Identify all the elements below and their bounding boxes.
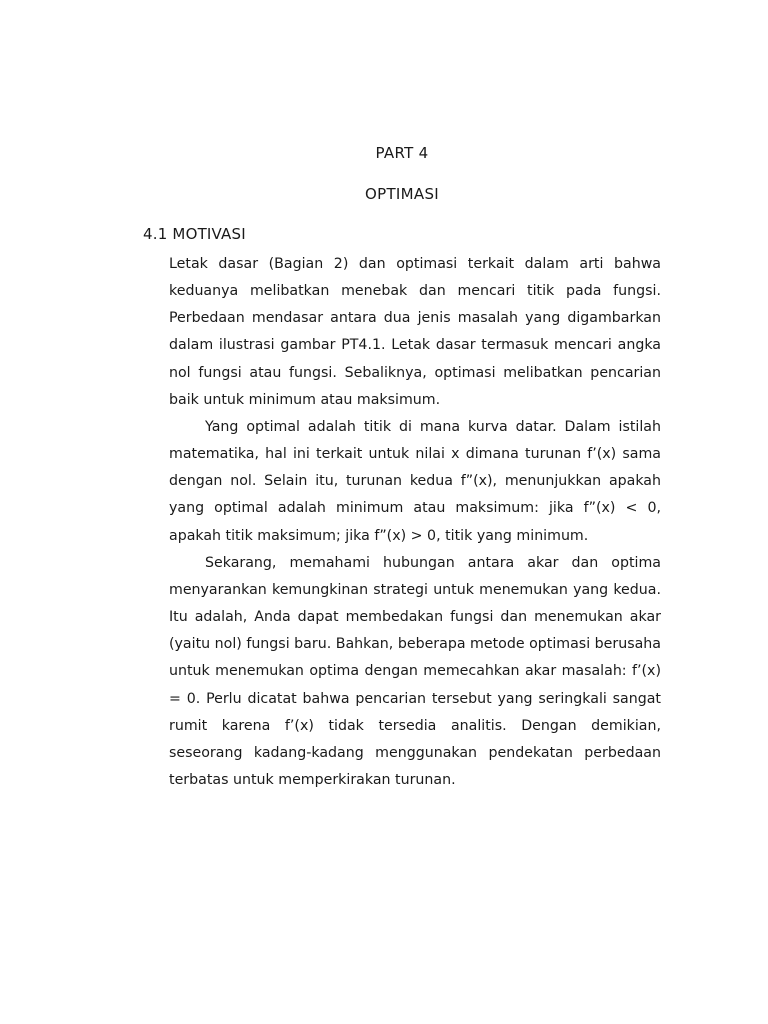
part-title: PART 4 <box>375 144 429 162</box>
section-heading: 4.1 MOTIVASI <box>143 225 246 243</box>
body-text <box>169 251 661 794</box>
paragraph-2: Yang optimal adalah titik di mana kurva datar. Dalam istilah matematika, hal ini terkait untuk nilai x dimana turunan f’(x) sama dengan nol. Selain itu, turunan kedua f”(x), menunjukkan apakah yang optimal adalah minimum atau maksimum: jika f”(x) < 0, apakah titik maksimum; jika f”(x) > 0, titik yang minimum. <box>169 418 661 544</box>
paragraph-3: Sekarang, memahami hubungan antara akar dan optima menyarankan kemungkinan strategi untuk menemukan yang kedua. Itu adalah, Anda dapat membedakan fungsi dan menemukan akar (yaitu nol) fungsi baru. Bahkan, beberapa metode optimasi berusaha untuk menemukan optima dengan memecahkan akar masalah: f’(x) = 0. Perlu dicatat bahwa pencarian tersebut yang seringkali sangat rumit karena f’(x) tidak tersedia analitis. Dengan demikian, seseorang kadang-kadang menggunakan pendekatan perbedaan terbatas untuk memperkirakan turunan. <box>169 554 661 788</box>
chapter-title: OPTIMASI <box>365 185 439 203</box>
paragraph-1: Letak dasar (Bagian 2) dan optimasi terkait dalam arti bahwa keduanya melibatkan menebak dan mencari titik pada fungsi. Perbedaan mendasar antara dua jenis masalah yang digambarkan dalam ilustrasi gambar PT4.1. Letak dasar termasuk mencari angka nol fungsi atau fungsi. Sebaliknya, optimasi melibatkan pencarian baik untuk minimum atau maksimum. <box>169 256 661 408</box>
